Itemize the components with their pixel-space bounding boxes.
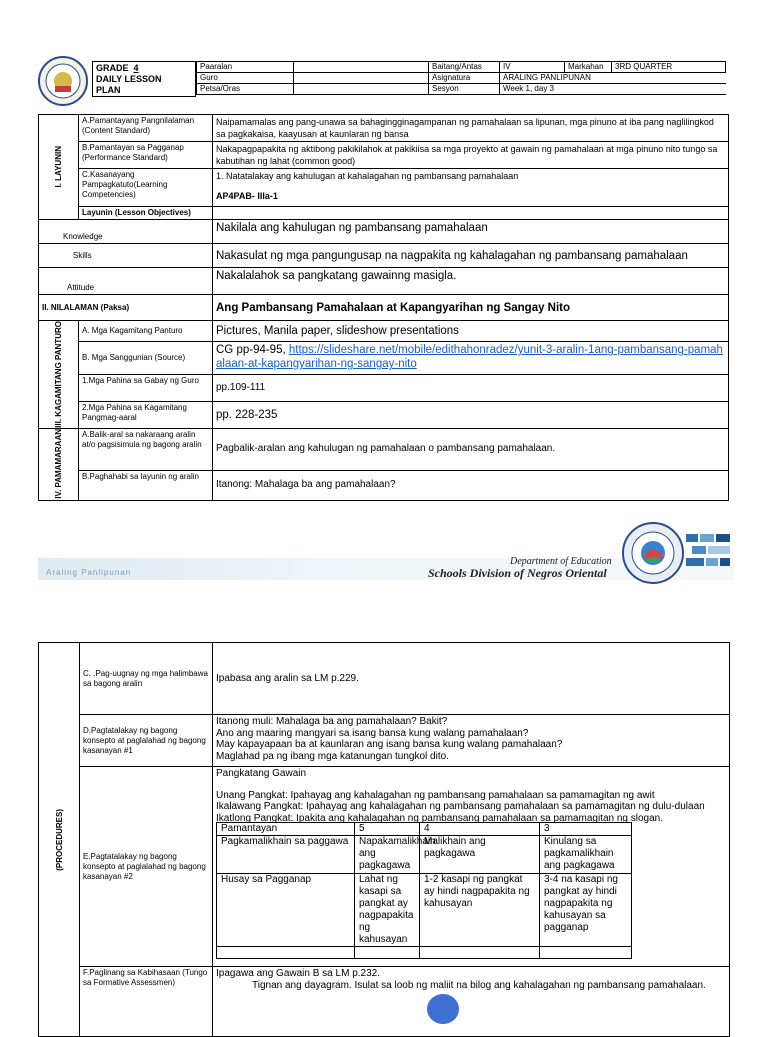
rubric-r2-3: 3-4 na kasapi ng pangkat ay hindi nagpapakita ng kahusayan sa pagganap <box>540 874 632 947</box>
content-standard-label: A.Pamantayang Pangnilalaman (Content Standard) <box>79 115 213 142</box>
pamamaraan-side-cell <box>39 428 79 500</box>
procedures-side-cell <box>39 643 80 1037</box>
value-markahan: 3RD QUARTER <box>612 62 726 73</box>
rubric-r2-criteria: Husay sa Pagganap <box>217 874 355 947</box>
rubric-r1-3: Kinulang sa pagkamalikhain ang pagkagawa <box>540 836 632 874</box>
label-markahan: Markahan <box>565 62 612 73</box>
procedures-side-label: (PROCEDURES) <box>54 808 64 871</box>
label-paaralan: Paaralan <box>197 62 294 73</box>
rubric-r2-5: Lahat ng kasapi sa pangkat ay nagpapakita ng kahusayan <box>355 874 420 947</box>
objectives-label: Layunin (Lesson Objectives) <box>79 207 213 220</box>
nilalaman-value: Ang Pambansang Pamahalaan at Kapangyarihan ng Sangay Nito <box>213 295 729 321</box>
value-petsa <box>294 84 429 95</box>
procedures-table <box>38 642 730 1037</box>
review-label: A.Balik-aral sa nakaraang aralin at/o pagsisimula ng bagong aralin <box>79 428 213 470</box>
title-line3: PLAN <box>96 85 121 95</box>
e-line-2: Ikalawang Pangkat: Ipahayag ang kahalagahan ng pambansang pamahalaan sa pamamagitan ng dulu-dulaan <box>216 801 705 812</box>
skills-value: Nakasulat ng mga pangungusap na nagpakita ng kahalagahan ng pambansang pamahalaan <box>213 244 729 268</box>
rubric-header-criteria: Pamantayan <box>217 823 355 836</box>
source-link[interactable]: https://slideshare.net/mobile/edithahonradez/yunit-3-aralin-1ang-pambansang-pamahalaan-at-kapangyarihan-ng-sangay-nito <box>216 344 723 371</box>
value-sesyon: Week 1, day 3 <box>500 84 726 95</box>
learner-material-label: 2.Mga Pahina sa Kagamitang Pangmag-aaral <box>79 402 213 429</box>
rubric-header-4: 4 <box>420 823 540 836</box>
nilalaman-label: II. NILALAMAN (Paksa) <box>39 295 213 321</box>
division-text: Schools Division of Negros Oriental <box>428 566 607 580</box>
skills-label: Skills <box>39 244 213 268</box>
rubric-r1-criteria: Pagkamalikhain sa paggawa <box>217 836 355 874</box>
competencies-label: C.Kasanayang Pampagkatuto(Learning Competencies) <box>79 169 213 207</box>
performance-standard-label: B.Pamantayan sa Pagganap (Performance Standard) <box>79 142 213 169</box>
e-line-1: Unang Pangkat: Ipahayag ang kahalagahan ng pambansang pamahalaan sa pamamagitan ng awit <box>216 789 655 801</box>
value-baitang: IV <box>500 62 565 73</box>
c-value: Ipabasa ang aralin sa LM p.229. <box>213 643 730 715</box>
layunin-side-label: I. LAYUNIN <box>54 146 63 188</box>
d-line-1: Itanong muli: Mahalaga ba ang pamahalaan? Bakit? <box>216 716 448 727</box>
deped-logo <box>622 522 684 584</box>
title-line2: DAILY LESSON <box>96 74 162 84</box>
rubric-r1-5: Napakamalikhain ang pagkagawa <box>355 836 420 874</box>
competency-code: AP4PAB- IIIa-1 <box>216 191 278 201</box>
rubric-table <box>216 822 632 959</box>
competencies-value: 1. Natatalakay ang kahulugan at kahalagahan ng pambansang pamahalaan <box>216 171 519 181</box>
d-line-2: Ano ang maaring mangyari sa isang bansa kung walang pamahalaan? <box>216 727 529 739</box>
footer-left-text: Araling Panlipunan <box>46 568 132 577</box>
value-guro <box>294 73 429 84</box>
d-line-4: Maglahad pa ng ibang mga katanungan tungkol dito. <box>216 750 449 762</box>
d-line-3: May kapayapaan ba at kaunlaran ang isang bansa kung walang pamahalaan? <box>216 739 563 750</box>
diagram-circle <box>427 994 459 1024</box>
label-baitang: Baitang/Antas <box>429 62 500 73</box>
f-line-1: Ipagawa ang Gawain B sa LM p.232. <box>216 968 380 979</box>
label-petsa: Petsa/Oras <box>197 84 294 95</box>
teacher-guide-label: 1.Mga Pahina sa Gabay ng Guro <box>79 375 213 402</box>
e-label: E.Pagtatalakay ng bagong konsepto at paglalahad ng bagong kasanayan #2 <box>80 767 213 967</box>
attitude-label: Attitude <box>39 268 213 295</box>
source-label: B. Mga Sanggunian (Source) <box>79 342 213 375</box>
dept-text: Department of Education <box>510 556 612 567</box>
kagamitan-side-cell <box>39 321 79 429</box>
dlp-title <box>92 61 196 97</box>
layunin-side-cell <box>39 115 79 220</box>
d-label: D.Pagtatalakay ng bagong konsepto at paglalahad ng bagong kasanayan #1 <box>80 715 213 767</box>
grade-number: 4 <box>133 63 139 73</box>
e-line-3: Ikatlong Pangkat: Ipakita ang kahalagahan ng pambansang pamahalaan sa pamamagitan ng slogan. <box>216 812 663 824</box>
knowledge-label: Knowledge <box>39 220 213 244</box>
materials-value: Pictures, Manila paper, slideshow presentations <box>213 321 729 342</box>
performance-standard-value: Nakapagpapakita ng aktibong pakikilahok at pakikiisa sa mga proyekto at gawain ng pamahalaan at mga pinuno nito tungo sa kabutihan ng lahat (common good) <box>213 142 729 169</box>
materials-label: A. Mga Kagamitang Panturo <box>79 321 213 342</box>
rubric-r2-4: 1-2 kasapi ng pangkat ay hindi nagpapakita ng kahusayan <box>420 874 540 947</box>
value-asignatura: ARALING PANLIPUNAN <box>500 73 726 84</box>
learner-material-value: pp. 228-235 <box>213 402 729 429</box>
deped-seal <box>38 56 88 106</box>
banner-pixel-grid <box>686 534 732 576</box>
rubric-r1-4: Malikhain ang pagkagawa <box>420 836 540 874</box>
purpose-value: Itanong: Mahalaga ba ang pamahalaan? <box>213 470 729 500</box>
teacher-guide-value: pp.109-111 <box>213 375 729 402</box>
pamamaraan-side-label: IV. PAMAMARAAN <box>54 429 63 500</box>
purpose-label: B.Paghahabi sa layunin ng aralin <box>79 470 213 500</box>
source-prefix: CG pp-94-95, <box>216 344 289 357</box>
content-standard-value: Naipamamalas ang pang-unawa sa bahagingginagampanan ng pamahalaan sa lipunan, mga pinuno at iba pang naglilingkod sa pagkakaisa, kaayusan at kaunlaran ng bansa <box>213 115 729 142</box>
review-value: Pagbalik-aralan ang kahulugan ng pamahalaan o pambansang pamahalaan. <box>213 428 729 470</box>
f-line-2: Tignan ang dayagram. Isulat sa loob ng maliit na bilog ang kahalagahan ng pambansang pamahalaan. <box>252 979 706 991</box>
rubric-header-3: 3 <box>540 823 632 836</box>
value-paaralan <box>294 62 429 73</box>
lesson-plan-table <box>38 114 729 501</box>
label-asignatura: Asignatura <box>429 73 500 84</box>
kagamitan-side-label: III. KAGAMITANG PANTURO <box>54 321 63 428</box>
label-guro: Guro <box>197 73 294 84</box>
header-info-table <box>196 61 726 95</box>
e-title: Pangkatang Gawain <box>216 768 307 779</box>
attitude-value: Nakalalahok sa pangkatang gawainng masigla. <box>213 268 729 295</box>
label-sesyon: Sesyon <box>429 84 500 95</box>
f-label: F.Paglinang sa Kabihasaan (Tungo sa Formative Assessmen) <box>80 967 213 1037</box>
rubric-header-5: 5 <box>355 823 420 836</box>
c-label: C. .Pag-uugnay ng mga halimbawa sa bagong aralin <box>80 643 213 715</box>
grade-label: GRADE <box>96 63 129 73</box>
knowledge-value: Nakilala ang kahulugan ng pambansang pamahalaan <box>213 220 729 244</box>
